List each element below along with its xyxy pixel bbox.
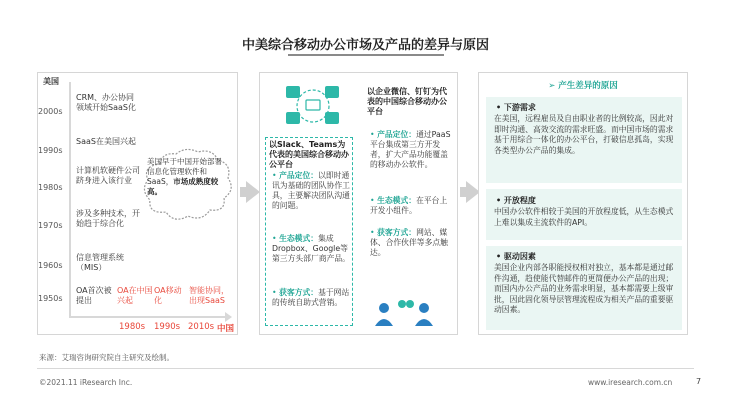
us-milestone-1990s: SaaS在美国兴起 — [76, 137, 136, 146]
cn-milestone-1990s: OA移动化 — [154, 286, 182, 305]
collaboration-icon — [283, 84, 343, 128]
cn-milestone-2010s: 智能协同，出现SaaS — [189, 286, 229, 305]
year-1950s: 1950s — [38, 294, 63, 303]
year-1960s: 1960s — [38, 261, 63, 270]
year-1970s: 1970s — [38, 221, 63, 230]
reason-text-demand: 在美国，远程雇员及自由职业者的比例较高，因此对即时沟通、高效交流的需求旺盛。而中国市场的需求基于用综合一体化的办公平台，打破信息孤岛，实现各类型办公产品的集成。 — [494, 114, 674, 155]
people-icon — [372, 298, 436, 328]
reason-title-openness: • 开放程度 — [496, 196, 536, 205]
us-milestone-2000s: CRM、办公协同领域开始SaaS化 — [76, 93, 136, 112]
flow-arrow-icon-1 — [246, 181, 260, 203]
us-milestone-1950s: OA首次被提出 — [76, 286, 112, 305]
cn-customer-acquisition: • 获客方式：网站、媒体、合作伙伴等多点触达。 — [370, 228, 448, 257]
year-x-2010s: 2010s — [188, 322, 215, 332]
us-milestone-1980s: 计算机软硬件公司跻身进入该行业 — [76, 166, 140, 185]
horizontal-axis — [69, 316, 227, 318]
vertical-axis — [69, 82, 71, 318]
reason-text-drivers: 美国企业内部各职能授权相对独立，基本都是通过邮件沟通，趋使能代替邮件的更简便办公产品的出现；而国内办公产品的业务需求明显，基本都需要上级审批，因此固化领导层管理流程成为相关产品的重要驱动因素。 — [494, 263, 674, 314]
cn-product-positioning: • 产品定位：通过PaaS平台集成第三方开发者，扩大产品功能覆盖的移动办公软件。 — [370, 130, 451, 169]
page-title: 中美综合移动办公市场及产品的差异与原因 — [241, 38, 489, 53]
title-underline — [288, 54, 444, 56]
page-number: 7 — [696, 377, 702, 386]
year-1990s: 1990s — [38, 146, 63, 155]
us-customer-acquisition: • 获客方式：基于网站的传统自助式营销。 — [272, 288, 350, 307]
reasons-heading: ➢ 产生差异的原因 — [548, 81, 618, 91]
axis-arrow-icon — [225, 312, 232, 322]
year-x-1980s: 1980s — [119, 322, 146, 332]
cn-platform-heading: 以企业微信、钉钉为代表的中国综合移动办公平台 — [367, 87, 447, 116]
us-milestone-1960s: 信息管理系统（MIS） — [76, 253, 124, 272]
source-note: 来源：艾瑞咨询研究院自主研究及绘制。 — [39, 353, 174, 362]
us-ecosystem-model: • 生态模式：集成Dropbox、Google等第三方头部厂商产品。 — [272, 234, 350, 263]
footer-divider — [37, 368, 694, 369]
website-link[interactable]: www.iresearch.com.cn — [588, 378, 673, 387]
us-axis-title: 美国 — [43, 77, 59, 86]
us-milestone-1970s: 涉及多种技术，开始趋于综合化 — [76, 209, 140, 228]
year-1980s: 1980s — [38, 183, 63, 192]
reason-title-drivers: • 驱动因素 — [496, 252, 536, 261]
us-platform-heading: 以Slack、Teams为代表的美国综合移动办公平台 — [269, 140, 349, 169]
reason-text-openness: 中国办公软件相较于美国的开放程度低，从生态模式上难以集成主流软件的API。 — [494, 207, 674, 227]
year-x-1990s: 1990s — [154, 322, 181, 332]
cn-ecosystem-model: • 生态模式：在平台上开发小组件。 — [370, 196, 448, 215]
cn-milestone-1980s: OA在中国兴起 — [117, 286, 153, 305]
cloud-note: 美国早于中国开始部署信息化管理软件和SaaS，市场成熟度较高。 — [147, 157, 222, 196]
us-product-positioning: • 产品定位：以即时通讯为基础的团队协作工具，主要解决团队沟通的问题。 — [272, 171, 350, 210]
china-axis-label: 中国 — [217, 324, 235, 334]
copyright: ©2021.11 iResearch Inc. — [39, 378, 133, 387]
reason-title-demand: • 下游需求 — [496, 103, 536, 112]
year-2000s: 2000s — [38, 107, 63, 116]
